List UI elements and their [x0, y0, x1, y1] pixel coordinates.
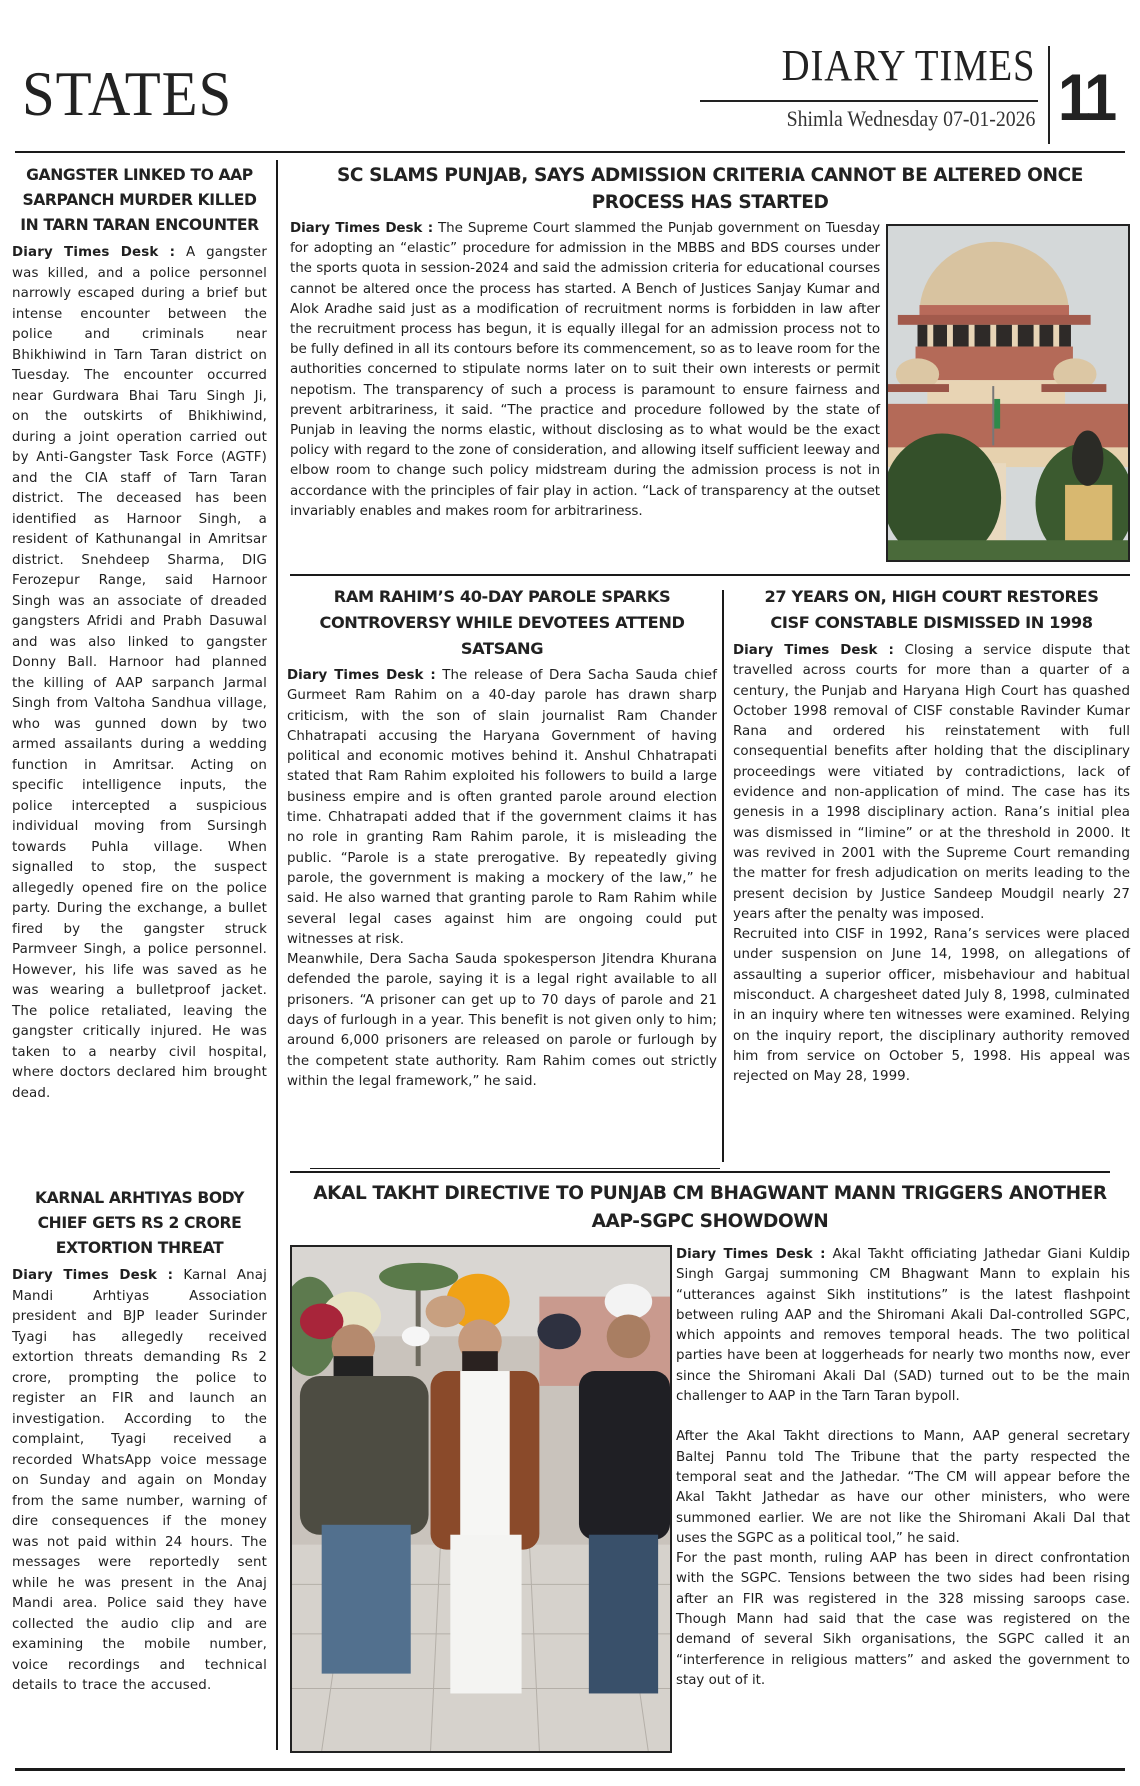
article-paragraph: Diary Times Desk : Closing a service dispute that travelled across courts for more than a quarter of a century, the Punjab and Haryana High Court has quashed October 1998 removal of CISF constable Ravinder Kumar Rana and ordered his reinstatement with full consequential benefits after holding that the disciplinary proceedings were vitiated by contradictions, lack of evidence and non-application of mind. The case has its genesis in a 1998 disciplinary action. Rana’s initial plea was dismissed in “limine” or at the threshold in 2000. It was revived in 2001 with the Supreme Court remanding the matter for fresh adjudication on merits leading to the present decision by Justice Sandeep Moudgil nearly 27 years after the penalty was imposed.: [733, 643, 1130, 922]
article-cisf-constable: [733, 584, 1130, 1088]
article-paragraph: After the Akal Takht directions to Mann, AAP general secretary Baltej Pannu told The Tribune that the party respected the temporal seat and the Jathedar. “The CM will appear before the Akal Takht Jathedar as have our other ministers, who were summoned earlier. We are not like the Shiromani Akali Dal that uses the SGPC as a political tool,” he said.: [676, 1429, 1130, 1546]
newspaper-name: DIARY TIMES: [781, 41, 1035, 90]
article-headline: KARNAL ARHTIYAS BODY CHIEF GETS RS 2 CRORE EXTORTION THREAT: [35, 1189, 244, 1257]
article-paragraph: Diary Times Desk : Akal Takht officiating Jathedar Giani Kuldip Singh Gargaj summoning CM Bhagwant Mann to explain his “utterances against Sikh institutions” is the latest flashpoint between ruling AAP and the Shiromani Akali Dal-controlled SGPC, which appoints and removes temporal heads. The two political parties have been at loggerheads for nearly two months now, ever since the Shiromani Akali Dal (SAD) turned out to be the main challenger to AAP in the Tarn Taran bypoll.: [676, 1247, 1130, 1405]
article-gangster: [12, 163, 267, 1104]
top-rule: [15, 151, 1125, 153]
article-paragraph: Diary Times Desk : The Supreme Court slammed the Punjab government on Tuesday for adopting an “elastic” procedure for admission in the MBBS and BDS courses under the sports quota in session-2024 and said the admission criteria for educational courses cannot be altered once the process has started. A Bench of Justices Sanjay Kumar and Alok Aradhe said just as a modification of recruitment norms is forbidden in law after the recruitment process has begun, it is equally illegal for an admission process not to be fully defined in all its contours before its commencement, so as to leave room for the authorities concerned to stipulate norms later on to suit their own interests or permit nepotism. The transparency of such a process is paramount to ensure fairness and prevent arbitrariness, it said. “The practice and procedure followed by the state of Punjab in leaving the norms elastic, without disclosing as to what would be the exact policy with regard to the zone of consideration, and allowing itself sufficient leeway and elbow room to change such policy midstream during the admission process is not in accordance with the principles of fair play in action. “Lack of transparency at the outset invariably enables and makes room for arbitrariness.: [290, 220, 880, 519]
byline: Diary Times Desk :: [12, 245, 176, 260]
byline: Diary Times Desk :: [12, 1268, 174, 1283]
byline: Diary Times Desk :: [287, 668, 436, 683]
article-headline: SC SLAMS PUNJAB, SAYS ADMISSION CRITERIA CANNOT BE ALTERED ONCE PROCESS HAS STARTED: [336, 165, 1083, 213]
mid-column-divider: [722, 590, 724, 1162]
byline: Diary Times Desk :: [733, 643, 894, 658]
dateline: Shimla Wednesday 07-01-2026: [786, 106, 1035, 131]
bottom-rule: [15, 1768, 1125, 1771]
article-body: [12, 1266, 267, 1697]
section-rule: [310, 1168, 720, 1169]
article-paragraph: Recruited into CISF in 1992, Rana’s services were placed under suspension on June 14, 1998, on allegations of assaulting a superior officer, misbehaviour and habitual misconduct. A chargesheet dated July 8, 1998, culminated in an inquiry where ten witnesses were examined. Relying on the inquiry report, the disciplinary authority removed him from service on October 5, 1998. His appeal was rejected on May 28, 1999.: [733, 927, 1130, 1085]
left-column-divider: [276, 160, 278, 1750]
article-paragraph: Diary Times Desk : A gangster was killed, and a police personnel narrowly escaped during a brief but intense encounter between the police and criminals near Bhikhiwind in Tarn Taran district on Tuesday. The encounter occurred near Gurdwara Bhai Taru Singh Ji, on the outskirts of Bhikhiwind, during a joint operation carried out by Anti-Gangster Task Force (AGTF) and the CIA staff of Tarn Taran district. The deceased has been identified as Harnoor Singh, a resident of Kathunangal in Amritsar district. Snehdeep Sharma, DIG Ferozepur Range, said Harnoor Singh was an associate of dreaded gangsters Afridi and Prabh Dasuwal and was also linked to gangster Donny Ball. Harnoor had planned the killing of AAP sarpanch Jarmal Singh from Valtoha Sandhua village, who was gunned down by two armed assailants during a wedding function in Amritsar. Acting on specific intelligence inputs, the police intercepted a suspicious individual moving from Sursingh towards Puhla village. When signalled to stop, the suspect allegedly opened fire on the police party. During the exchange, a bullet fired by the gangster struck Parmveer Singh, a police personnel. However, his life was saved as he was wearing a bulletproof jacket. The police retaliated, leaving the gangster critically injured. He was taken to a nearby civil hospital, where doctors declared him brought dead.: [12, 245, 267, 1101]
article-sc-body: [290, 218, 880, 521]
article-akal-takht-body: [676, 1245, 1130, 1691]
supreme-court-photo: [886, 224, 1130, 562]
article-sc-slams-punjab: [290, 162, 1130, 216]
article-paragraph: For the past month, ruling AAP has been in direct confrontation with the SGPC. Tensions between the two sides had been rising after an FIR was registered in the 328 missing saroops case. Though Mann had said that the case was registered on the demand of several Sikh organisations, the SGPC called it an “interference in religious matters” and asked the government to stay out of it.: [676, 1551, 1130, 1688]
article-headline: AKAL TAKHT DIRECTIVE TO PUNJAB CM BHAGWANT MANN TRIGGERS ANOTHER AAP-SGPC SHOWDOWN: [313, 1183, 1107, 1232]
section-rule: [290, 574, 1130, 576]
article-akal-takht: [290, 1180, 1130, 1236]
article-body: [290, 218, 880, 521]
masthead-divider: [1048, 46, 1050, 144]
byline: Diary Times Desk :: [676, 1247, 826, 1262]
bhagwant-mann-photo: [290, 1245, 672, 1753]
article-body: [733, 641, 1130, 1088]
article-paragraph: Diary Times Desk : The release of Dera Sacha Sauda chief Gurmeet Ram Rahim on a 40-day parole has drawn sharp criticism, with the son of slain journalist Ram Chander Chhatrapati accusing the Haryana Government of having political and economic motives behind it. Anshul Chhatrapati stated that Ram Rahim exploited his followers to build a large business empire and is often granted parole around election time. Chhatrapati added that if the government claims it has no role in granting Ram Rahim parole, it is misleading the public. “Parole is a state prerogative. By repeatedly giving parole, the government is making a mockery of the law,” he said. He also warned that granting parole to Ram Rahim while several legal cases against him are ongoing could put witnesses at risk.: [287, 668, 717, 947]
article-paragraph: Meanwhile, Dera Sacha Sauda spokesperson Jitendra Khurana defended the parole, saying it is a legal right available to all prisoners. “A prisoner can get up to 70 days of parole and 21 days of furlough in a year. This benefit is not given only to him; around 6,000 prisoners are released on parole or furlough by the competent state authority. Ram Rahim comes out strictly within the legal framework,” he said.: [287, 952, 717, 1089]
article-body: [12, 243, 267, 1104]
section-rule: [290, 1171, 1110, 1173]
article-ram-rahim-parole: [287, 584, 717, 1092]
masthead-rule: [700, 100, 1038, 102]
article-body: [287, 666, 717, 1092]
page-number: 11: [1058, 60, 1114, 134]
article-headline: RAM RAHIM’S 40-DAY PAROLE SPARKS CONTROVERSY WHILE DEVOTEES ATTEND SATSANG: [319, 587, 685, 658]
bhagwant-mann-image: [292, 1247, 670, 1751]
article-karnal-extortion: [12, 1186, 267, 1697]
article-headline: GANGSTER LINKED TO AAP SARPANCH MURDER KILLED IN TARN TARAN ENCOUNTER: [20, 166, 259, 234]
section-title: STATES: [22, 58, 233, 129]
byline: Diary Times Desk :: [290, 220, 434, 236]
article-headline: 27 YEARS ON, HIGH COURT RESTORES CISF CONSTABLE DISMISSED IN 1998: [764, 587, 1099, 632]
article-paragraph: Diary Times Desk : Karnal Anaj Mandi Arhtiyas Association president and BJP leader Surinder Tyagi has allegedly received extortion threats demanding Rs 2 crore, prompting the police to register an FIR and launch an investigation. According to the complaint, Tyagi received a recorded WhatsApp voice message on Sunday and again on Monday from the same number, warning of dire consequences if the money was not paid within 24 hours. The messages were reportedly sent while he was present in the Anaj Mandi area. Police said they have collected the audio clip and are examining the mobile number, voice recordings and technical details to trace the accused.: [12, 1268, 267, 1693]
supreme-court-image: [888, 226, 1128, 560]
article-body: [676, 1245, 1130, 1691]
